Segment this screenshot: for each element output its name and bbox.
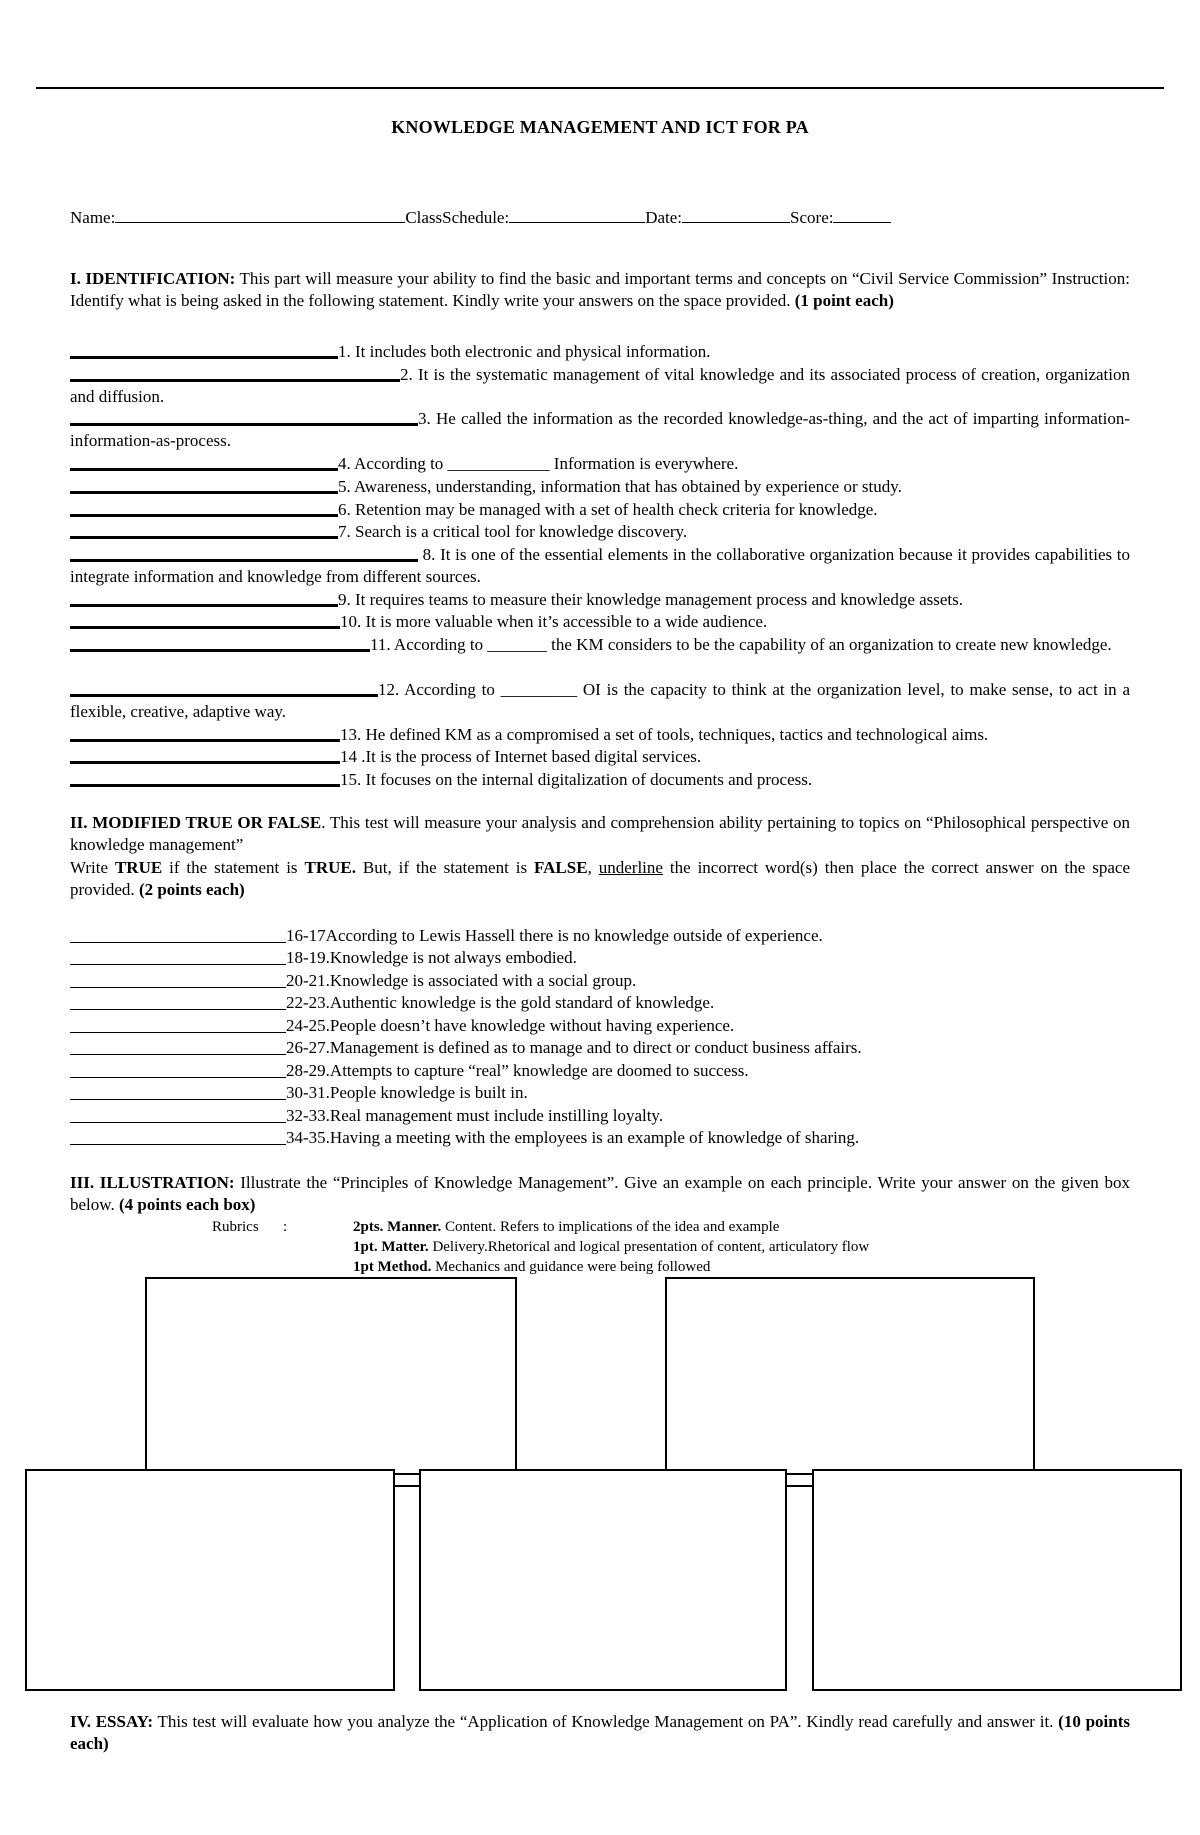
rubric-text: Delivery.Rhetorical and logical presentation of content, articulatory flow xyxy=(428,1239,870,1255)
answer-blank[interactable] xyxy=(70,679,378,697)
true-false-item xyxy=(70,947,1130,969)
answer-blank[interactable] xyxy=(70,1062,286,1078)
answer-blank[interactable] xyxy=(70,1129,286,1145)
identification-item xyxy=(70,767,1130,791)
identification-item xyxy=(70,542,1130,588)
illustration-box-bottom-left[interactable] xyxy=(25,1469,395,1691)
answer-blank[interactable] xyxy=(70,1017,286,1033)
item-text: 18-19.Knowledge is not always embodied. xyxy=(286,948,577,967)
answer-blank[interactable] xyxy=(70,499,338,517)
true-false-item xyxy=(70,1060,1130,1082)
section-identification-intro xyxy=(70,268,1130,312)
item-text: 20-21.Knowledge is associated with a social group. xyxy=(286,971,637,990)
box-connector xyxy=(785,1485,812,1487)
item-text: 16-17According to Lewis Hassell there is no knowledge outside of experience. xyxy=(286,926,823,945)
section-true-false-points: (2 points each) xyxy=(138,880,245,899)
item-text: 22-23.Authentic knowledge is the gold standard of knowledge. xyxy=(286,993,715,1012)
rubric-label: 2pts. Manner. xyxy=(353,1219,442,1235)
answer-blank[interactable] xyxy=(70,364,400,382)
answer-blank[interactable] xyxy=(70,994,286,1010)
identification-item xyxy=(70,744,1130,768)
box-connector xyxy=(391,1485,419,1487)
item-text: 5. Awareness, understanding, information that has obtained by experience or study. xyxy=(338,477,902,496)
name-label: Name: xyxy=(70,208,116,227)
answer-blank[interactable] xyxy=(70,341,338,359)
true-false-item xyxy=(70,1082,1130,1104)
answer-blank[interactable] xyxy=(70,972,286,988)
rubrics-label: Rubrics xyxy=(212,1219,259,1235)
instruction-true: TRUE. xyxy=(304,858,356,877)
identification-item xyxy=(70,451,1130,475)
illustration-box-bottom-right[interactable] xyxy=(812,1469,1182,1691)
section-illustration-intro xyxy=(70,1172,1130,1216)
item-text: 4. According to ____________ Information is everywhere. xyxy=(338,454,739,473)
section-illustration-text: Illustrate the “Principles of Knowledge Management”. Give an example on each principle. Write your answer on the given box below. xyxy=(70,1173,1130,1214)
header-rule xyxy=(36,87,1164,89)
item-text: 34-35.Having a meeting with the employees is an example of knowledge of sharing. xyxy=(286,1128,860,1147)
item-text: 12. According to _________ OI is the capacity to think at the organization level, to make sense, to act in a flexible, creative, adaptive way. xyxy=(70,680,1130,721)
answer-blank[interactable] xyxy=(70,1107,286,1123)
answer-blank[interactable] xyxy=(70,589,338,607)
true-false-item xyxy=(70,1127,1130,1149)
date-field[interactable] xyxy=(682,207,790,223)
section-identification-text: This part will measure your ability to find the basic and important terms and concepts on “Civil Service Commission” Instruction: Identify what is being asked in the following statement. Kindly write your answers on the space provided. xyxy=(70,269,1130,310)
answer-blank[interactable] xyxy=(70,634,370,652)
score-label: Score: xyxy=(790,208,834,227)
rubric-label: 1pt. Matter. xyxy=(353,1239,429,1255)
item-text: 26-27.Management is defined as to manage and to direct or conduct business affairs. xyxy=(286,1038,862,1057)
section-identification-points: (1 point each) xyxy=(794,291,894,310)
answer-blank[interactable] xyxy=(70,1084,286,1100)
illustration-box-top-left[interactable] xyxy=(145,1277,517,1475)
identification-item xyxy=(70,362,1130,408)
item-text: 3. He called the information as the recorded knowledge-as-thing, and the act of imparting information-information-as-process. xyxy=(70,409,1130,450)
item-text: 14 .It is the process of Internet based digital services. xyxy=(340,747,702,766)
section-essay-points: (10 points each) xyxy=(70,1712,1130,1753)
item-text: 10. It is more valuable when it’s accessible to a wide audience. xyxy=(340,612,768,631)
identification-item xyxy=(70,722,1130,746)
section-essay-intro xyxy=(70,1711,1130,1755)
section-essay-text: This test will evaluate how you analyze the “Application of Knowledge Management on PA”. Kindly read carefully and answer it. xyxy=(153,1712,1059,1731)
section-identification-heading: I. IDENTIFICATION: xyxy=(70,269,236,288)
true-false-item xyxy=(70,925,1130,947)
identification-item xyxy=(70,406,1130,452)
section-illustration-points: (4 points each box) xyxy=(118,1195,256,1214)
identification-item xyxy=(70,587,1130,611)
section-essay-heading: IV. ESSAY: xyxy=(70,1712,154,1731)
rubric-label: 1pt Method. xyxy=(353,1259,432,1275)
instruction-text: Write xyxy=(70,858,115,877)
item-text: 8. It is one of the essential elements in the collaborative organization because it provides capabilities to integrate information and knowledge from different sources. xyxy=(70,545,1130,586)
rubric-method xyxy=(353,1257,710,1277)
true-false-item xyxy=(70,1105,1130,1127)
true-false-item xyxy=(70,1037,1130,1059)
item-text: 30-31.People knowledge is built in. xyxy=(286,1083,528,1102)
illustration-box-bottom-center[interactable] xyxy=(419,1469,787,1691)
illustration-box-top-right[interactable] xyxy=(665,1277,1035,1475)
rubric-text: Mechanics and guidance were being followed xyxy=(431,1259,711,1275)
instruction-text: But, if the statement is xyxy=(355,858,535,877)
true-false-item xyxy=(70,970,1130,992)
item-text: 13. He defined KM as a compromised a set of tools, techniques, tactics and technological aims. xyxy=(340,725,989,744)
name-field[interactable] xyxy=(115,207,405,223)
section-true-false-heading: II. MODIFIED TRUE OR FALSE xyxy=(70,813,322,832)
section-true-false-instructions xyxy=(70,857,1130,901)
section-illustration-heading: III. ILLUSTRATION: xyxy=(70,1173,235,1192)
instruction-text: the incorrect word(s) then place the correct answer on the space provided. xyxy=(70,858,1130,899)
page-title: KNOWLEDGE MANAGEMENT AND ICT FOR PA xyxy=(391,117,809,137)
answer-blank[interactable] xyxy=(70,476,338,494)
item-text: 6. Retention may be managed with a set of health check criteria for knowledge. xyxy=(338,500,878,519)
answer-blank[interactable] xyxy=(70,769,340,787)
identification-item xyxy=(70,632,1130,656)
true-false-item xyxy=(70,1015,1130,1037)
rubric-text: Content. Refers to implications of the idea and example xyxy=(441,1219,780,1235)
section-true-false-intro xyxy=(70,812,1130,856)
instruction-text: if the statement is xyxy=(162,858,305,877)
answer-blank[interactable] xyxy=(70,408,418,426)
answer-blank[interactable] xyxy=(70,453,338,471)
item-text: 32-33.Real management must include instilling loyalty. xyxy=(286,1106,664,1125)
item-text: 24-25.People doesn’t have knowledge without having experience. xyxy=(286,1016,735,1035)
instruction-text: , xyxy=(587,858,599,877)
item-text: 11. According to _______ the KM considers to be the capability of an organization to create new knowledge. xyxy=(370,635,1112,654)
item-text: 28-29.Attempts to capture “real” knowledge are doomed to success. xyxy=(286,1061,749,1080)
answer-blank[interactable] xyxy=(70,544,418,562)
true-false-item xyxy=(70,992,1130,1014)
identification-item xyxy=(70,339,1130,363)
class-schedule-field[interactable] xyxy=(509,207,645,223)
answer-blank[interactable] xyxy=(70,927,286,943)
identification-item xyxy=(70,677,1130,723)
item-text: 1. It includes both electronic and physical information. xyxy=(338,342,711,361)
rubric-manner xyxy=(353,1217,779,1237)
rubric-matter xyxy=(353,1237,869,1257)
answer-blank[interactable] xyxy=(70,611,340,629)
answer-blank[interactable] xyxy=(70,1039,286,1055)
identification-item xyxy=(70,474,1130,498)
date-label: Date: xyxy=(645,208,683,227)
rubrics-colon: : xyxy=(283,1219,288,1235)
identification-item xyxy=(70,497,1130,521)
section-true-false-text: . This test will measure your analysis and comprehension ability pertaining to topics on “Philosophical perspective on knowledge management” xyxy=(70,813,1130,854)
answer-blank[interactable] xyxy=(70,746,340,764)
item-text: 9. It requires teams to measure their knowledge management process and knowledge assets. xyxy=(338,590,964,609)
item-text: 2. It is the systematic management of vital knowledge and its associated process of creation, organization and diffusion. xyxy=(70,365,1130,406)
item-text: 15. It focuses on the internal digitalization of documents and process. xyxy=(340,770,813,789)
instruction-true: TRUE xyxy=(114,858,163,877)
answer-blank[interactable] xyxy=(70,949,286,965)
identification-item xyxy=(70,609,1130,633)
student-info-line xyxy=(70,207,1130,229)
score-field[interactable] xyxy=(833,207,891,223)
instruction-underline: underline xyxy=(598,858,663,877)
identification-item xyxy=(70,519,1130,543)
answer-blank[interactable] xyxy=(70,724,340,742)
item-text: 7. Search is a critical tool for knowledge discovery. xyxy=(338,522,688,541)
class-schedule-label: ClassSchedule: xyxy=(405,208,510,227)
instruction-false: FALSE xyxy=(534,858,588,877)
answer-blank[interactable] xyxy=(70,521,338,539)
